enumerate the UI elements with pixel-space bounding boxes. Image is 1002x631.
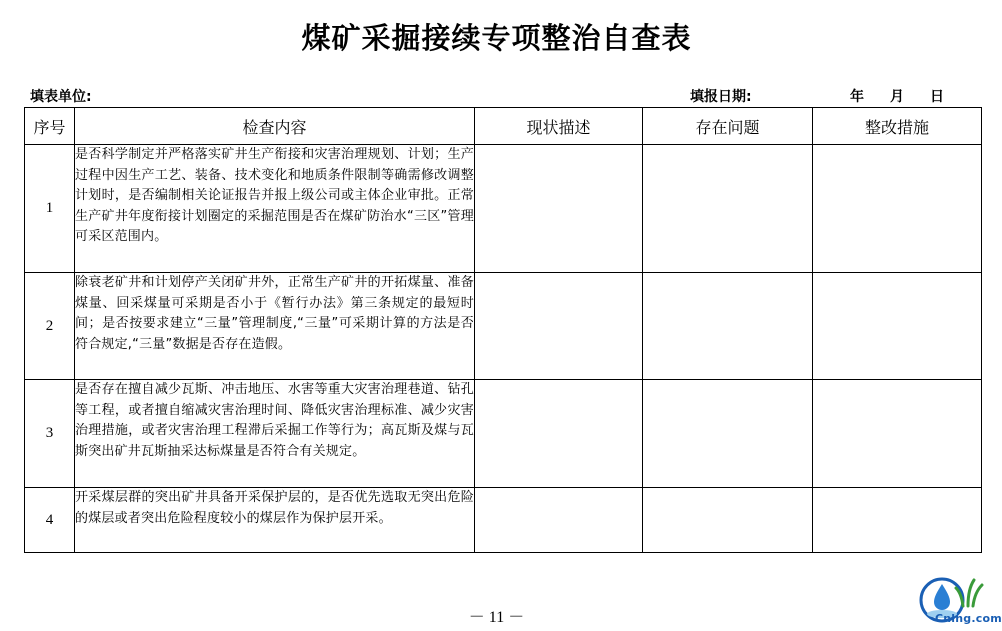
status-cell[interactable] [475,145,643,273]
measures-cell[interactable] [813,145,982,273]
problems-cell[interactable] [643,380,813,488]
measures-cell[interactable] [813,380,982,488]
fill-unit-label: 填表单位: [30,89,92,105]
page-title: 煤矿采掘接续专项整治自查表 [301,21,692,55]
measures-cell[interactable] [813,273,982,380]
row-content: 开采煤层群的突出矿井具备开采保护层的，是否优先选取无突出危险的煤层或者突出危险程度较小的煤层作为保护层开采。 [75,488,475,553]
header-serial: 序号 [25,108,75,145]
row-content: 是否存在擅自减少瓦斯、冲击地压、水害等重大灾害治理巷道、钻孔等工程，或者擅自缩减灾害治理时间、降低灾害治理标准、减少灾害治理措施，或者灾害治理工程滞后采掘工作等行为；高瓦斯及煤与瓦斯突出矿井瓦斯抽采达标煤量是否符合有关规定。 [75,380,475,488]
day-label: 日 [930,89,944,105]
row-number: 4 [25,488,75,553]
table-row [25,145,982,273]
row-number: 3 [25,380,75,488]
problems-cell[interactable] [643,145,813,273]
row-content: 除衰老矿井和计划停产关闭矿井外，正常生产矿井的开拓煤量、准备煤量、回采煤量可采期是否小于《暂行办法》第三条规定的最短时间；是否按要求建立“三量”管理制度,“三量”可采期计算的方法是否符合规定,“三量”数据是否存在造假。 [75,273,475,380]
table-header-row [25,108,982,145]
status-cell[interactable] [475,273,643,380]
site-watermark-text: Cnlng.com [935,612,1002,625]
problems-cell[interactable] [643,273,813,380]
fill-info-row [30,86,950,106]
page-number: － 11 － [468,609,525,626]
table-row [25,273,982,380]
row-number: 2 [25,273,75,380]
problems-cell[interactable] [643,488,813,553]
measures-cell[interactable] [813,488,982,553]
header-problems: 存在问题 [643,108,813,145]
table-row [25,488,982,553]
status-cell[interactable] [475,380,643,488]
status-cell[interactable] [475,488,643,553]
inspection-table [24,107,982,553]
year-label: 年 [850,89,864,105]
header-content: 检查内容 [75,108,475,145]
table-row [25,380,982,488]
fill-date-label: 填报日期: [690,89,752,105]
month-label: 月 [890,89,904,105]
header-status: 现状描述 [475,108,643,145]
row-content: 是否科学制定并严格落实矿井生产衔接和灾害治理规划、计划；生产过程中因生产工艺、装备、技术变化和地质条件限制等确需修改调整计划时，是否编制相关论证报告并报上级公司或主体企业审批。正常生产矿井年度衔接计划圈定的采掘范围是否在煤矿防治水“三区”管理可采区范围内。 [75,145,475,273]
row-number: 1 [25,145,75,273]
header-measures: 整改措施 [813,108,982,145]
